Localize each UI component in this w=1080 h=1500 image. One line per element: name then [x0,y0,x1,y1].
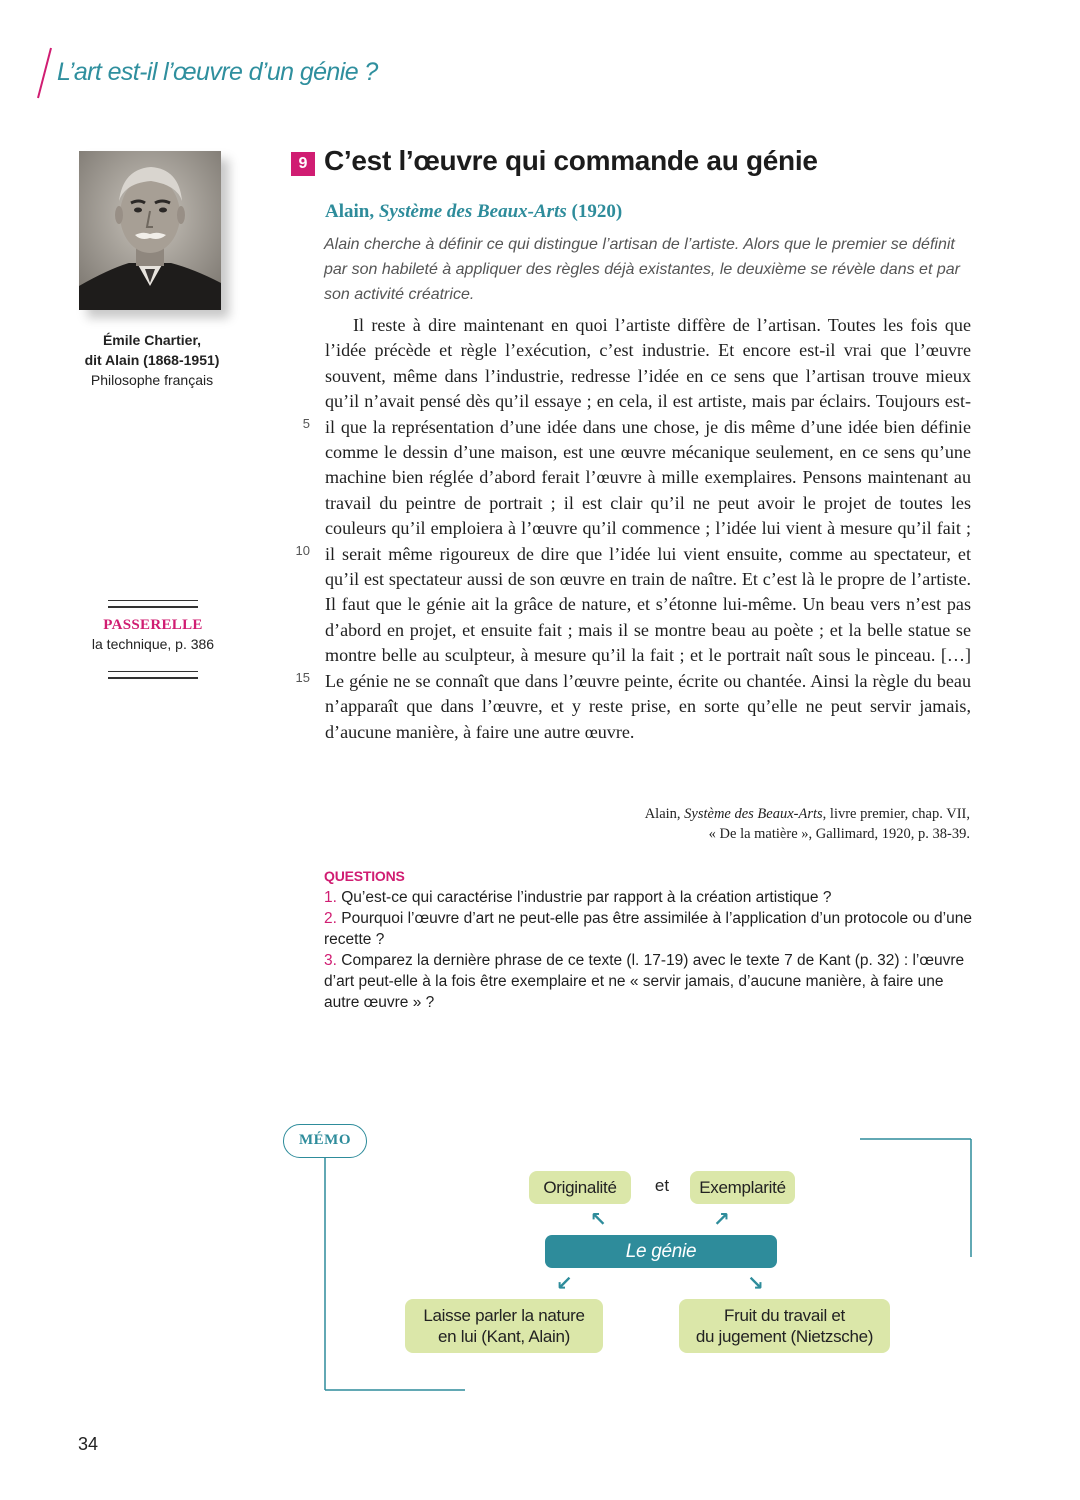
header-slash-mark [33,46,55,100]
question-item [324,950,979,1013]
question-number: 3. [324,952,337,969]
memo-center-box: Le génie [545,1235,777,1268]
caption-role: Philosophe français [90,372,214,388]
source-work: Système des Beaux-Arts [684,806,823,822]
arrow-up-right-icon: ↗ [713,1207,730,1231]
page-number: 34 [78,1434,99,1454]
source-detail1: , livre premier, chap. VII, [822,806,970,822]
memo-exemplarity: Exemplarité [699,1177,786,1197]
memo-originality: Originalité [543,1177,617,1197]
passerelle-title: PASSERELLE [103,617,203,633]
text-number-badge: 9 [291,152,315,176]
passerelle-box[interactable] [70,617,236,652]
memo-connector: et [654,1176,670,1195]
memo-work-line2: du jugement (Nietzsche) [695,1327,874,1346]
memo-exemplarity-box [690,1171,795,1204]
question-number: 1. [324,889,337,906]
arrow-down-left-icon: ↙ [556,1271,573,1295]
source-detail2: « De la matière », Gallimard, 1920, p. 38-39. [708,826,970,842]
question-item [324,887,979,908]
questions-heading: QUESTIONS [324,868,405,884]
source-citation [560,804,970,844]
arrow-down-right-icon: ↘ [747,1271,764,1295]
main-text: Il reste à dire maintenant en quoi l’artiste diffère de l’artisan. Toutes les fois que l’idée précède et règle l’exécution, c’est industrie. Et encore est-il vrai que l’œuvre souvent, même dans l’industrie, redresse l’idée en ce sens que l’artisan trouve mieux qu’il n’avait pensé dès qu’il essaye ; en cela, il est artiste, mais par éclairs. Toujours est-il que la représentation d’une idée dans une chose, je dis même d’une idée bien définie comme le dessin d’une maison, est une œuvre mécanique seulement, en ce sens qu’une machine bien réglée d’abord ferait l’œuvre à mille exemplaires. Pensons maintenant au travail du peintre de portrait ; il est clair qu’il ne peut avoir le projet de toutes les couleurs qu’il emploiera à l’œuvre qu’il commence ; l’idée lui vient à mesure qu’il fait ; il serait même rigoureux de dire que l’idée lui vient ensuite, comme au spectateur, et qu’il est spectateur aussi de son œuvre en train de naître. Et c’est là le propre de l’artiste. Il faut que le génie ait la grâce de nature, et s’étonne lui-même. Un beau vers n’est pas d’abord en projet, et ensuite fait ; mais il se montre beau au poète ; et la belle statue se montre belle au sculpteur, à mesure qu’il la fait ; et le portrait naît sous le pinceau. […] Le génie ne se connaît que dans l’œuvre peinte, écrite ou chantée. Ainsi la règle du beau n’apparaît que dans l’œuvre, et y reste prise, en sorte qu’elle ne peut servir jamais, d’aucune manière, à faire une autre œuvre. [325,315,971,742]
intro-text: Alain cherche à définir ce qui distingue l’artisan de l’artiste. Alors que le premier se définit par son habileté à appliquer des règles déjà existantes, le deuxième se révèle dans et par son activité créatrice. [324,236,960,303]
questions-section [324,866,979,1013]
source-author: Alain, [644,806,681,822]
portrait-caption [62,330,242,390]
passerelle-rule-bottom [108,671,198,679]
caption-name: Émile Chartier, [102,332,202,348]
line-number: 10 [295,543,310,558]
work-year: (1920) [571,201,623,222]
line-number: 5 [302,416,310,431]
text-title: C’est l’œuvre qui commande au génie [324,145,818,176]
question-item [324,908,979,950]
author-portrait [79,151,221,310]
memo-originality-box [529,1171,631,1204]
author-line [325,201,622,223]
caption-alias: dit Alain (1868-1951) [84,352,220,368]
question-text: Comparez la dernière phrase de ce texte (l. 17-19) avec le texte 7 de Kant (p. 32) : l’œuvre d’art peut-elle à la fois être exemplaire et ne « servir jamais, d’aucune manière, à faire une autre œuvre » ? [324,952,965,1011]
line-number: 15 [295,670,310,685]
memo-work-box [679,1299,890,1353]
work-title: Système des Beaux-Arts [378,201,567,222]
passerelle-link[interactable]: la technique, p. 386 [91,636,215,652]
question-number: 2. [324,910,337,927]
memo-nature-box [405,1299,603,1353]
running-title: L’art est-il l’œuvre d’un génie ? [57,58,378,86]
memo-label: MÉMO [283,1124,367,1158]
author-name: Alain, [325,201,375,222]
passerelle-rule-top [108,600,198,608]
memo-nature-line1: Laisse parler la nature [423,1306,585,1325]
memo-nature-line2: en lui (Kant, Alain) [438,1327,570,1346]
question-text: Pourquoi l’œuvre d’art ne peut-elle pas être assimilée à l’application d’un protocole ou d’une recette ? [324,910,972,948]
arrow-up-left-icon: ↖ [590,1207,607,1231]
question-text: Qu’est-ce qui caractérise l’industrie par rapport à la création artistique ? [341,889,832,906]
memo-work-line1: Fruit du travail et [724,1306,845,1325]
